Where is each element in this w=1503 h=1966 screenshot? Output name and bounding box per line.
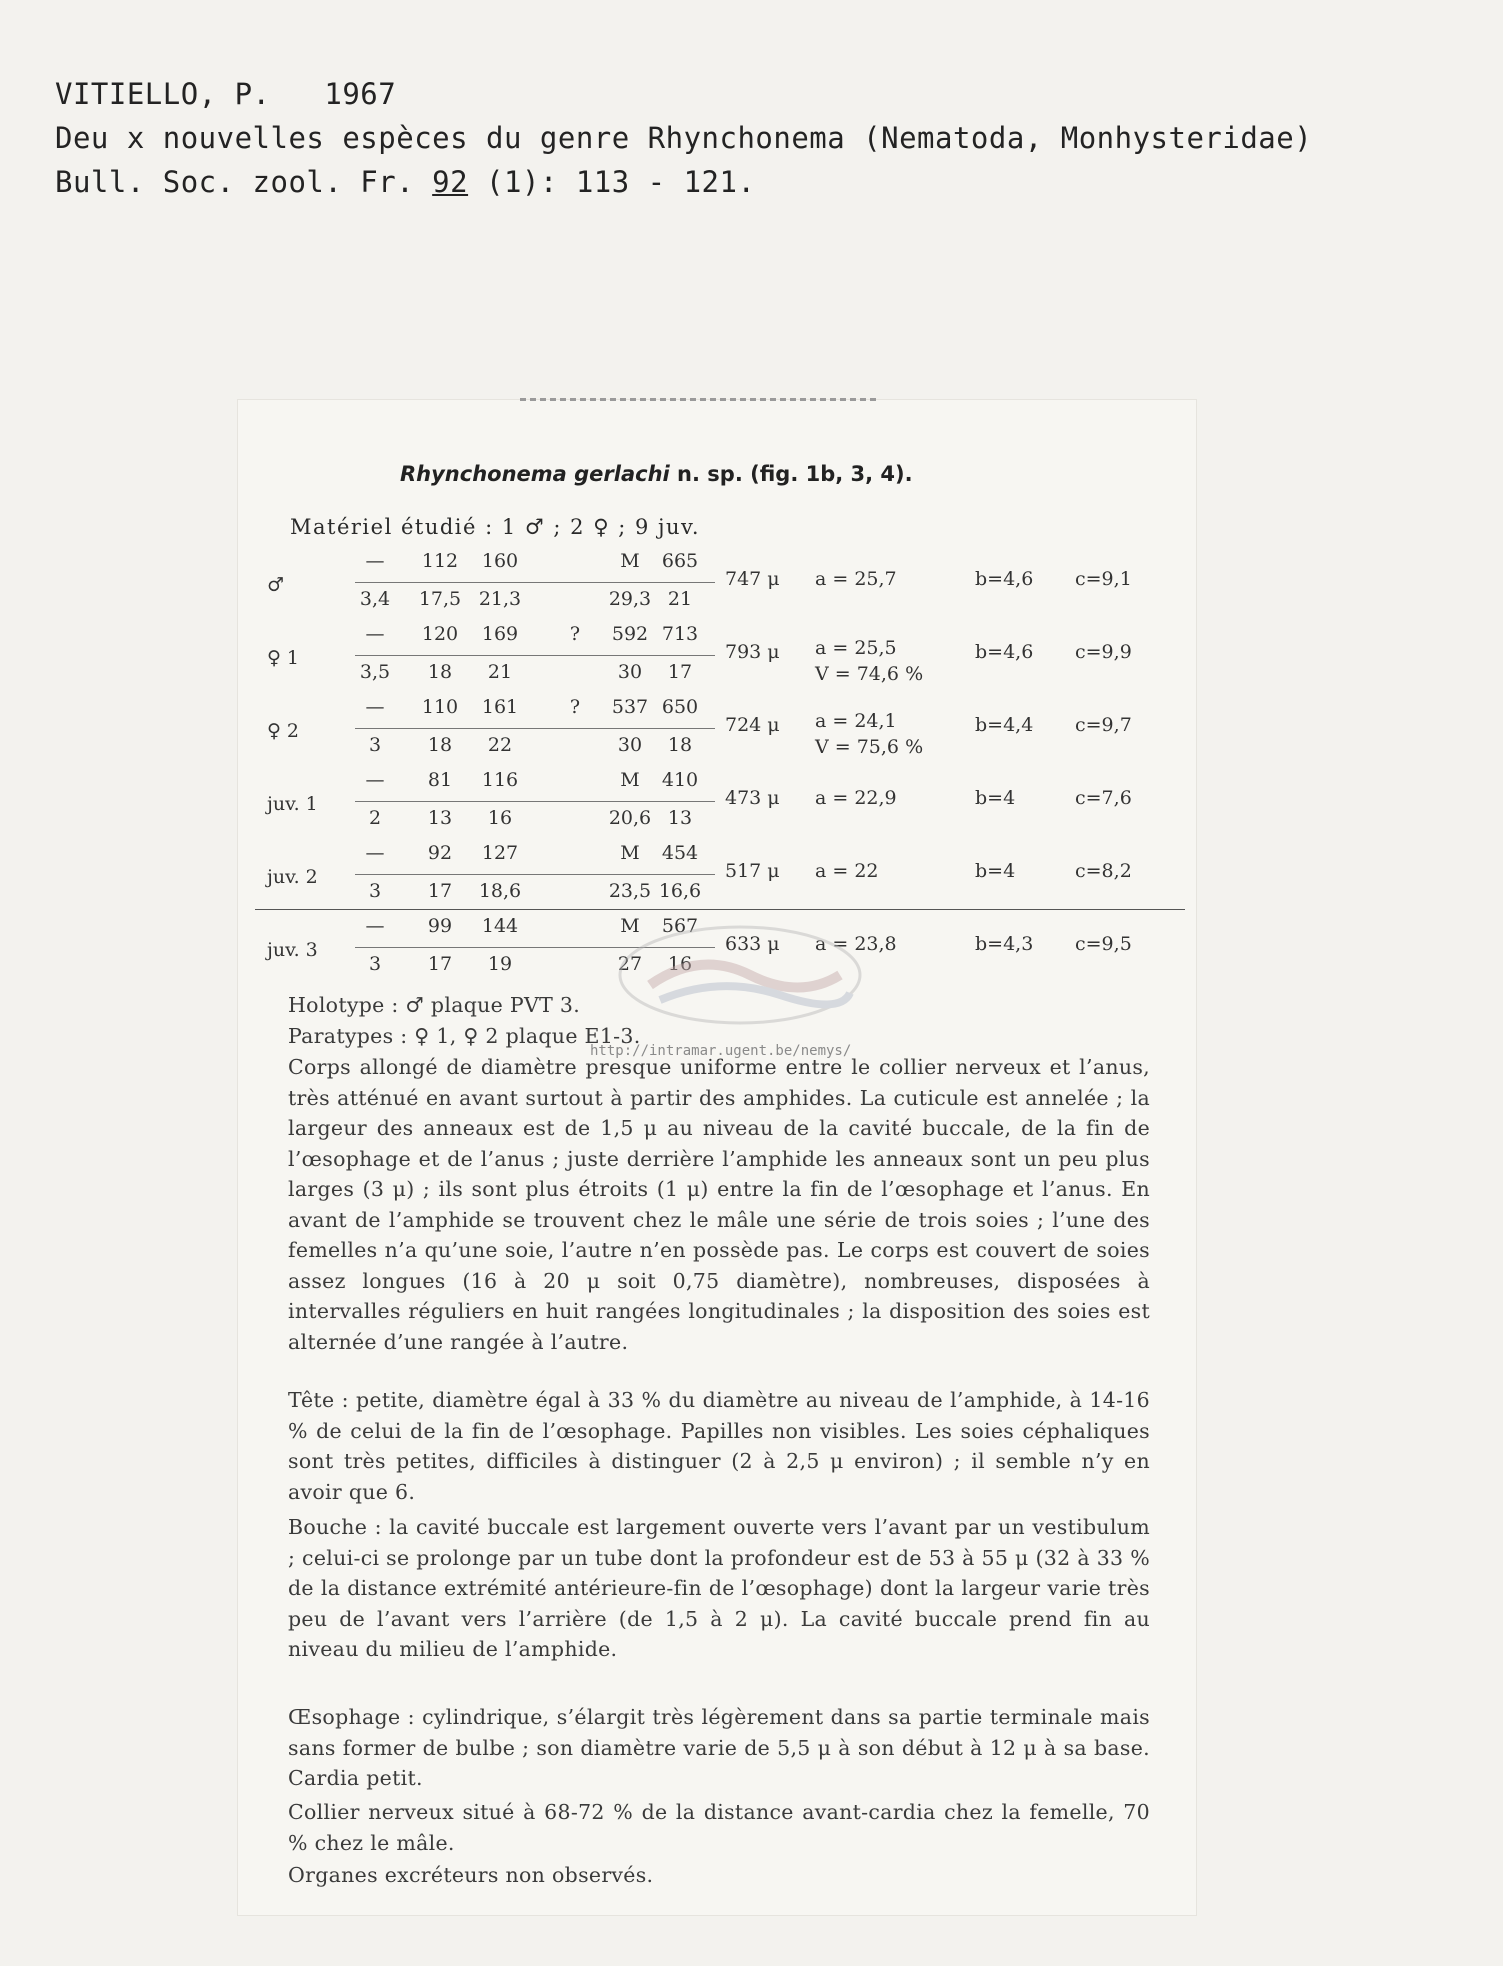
measurement-row <box>255 623 1185 697</box>
de-man-bottom-row <box>345 807 975 837</box>
ratio-b: b=4 <box>975 860 1016 882</box>
formula-value: M <box>620 769 640 791</box>
formula-value: 160 <box>481 550 519 572</box>
watermark-url: http://intramar.ugent.be/nemys/ <box>590 1043 852 1059</box>
total-length: 473 μ <box>725 787 780 809</box>
total-length: 747 μ <box>725 568 780 590</box>
formula-value: — <box>365 842 385 864</box>
ratio-a: a = 23,8 <box>815 933 897 955</box>
paragraph-bouche: Bouche : la cavité buccale est largement ouverte vers l’avant par un vestibulum ; celui-ci se prolonge par un tube dont la profondeur est de 53 à 55 μ (32 à 33 % de la distance extrémité antérieure-fin de l’œsophage) dont la largeur varie très peu de l’avant vers l’arrière (de 1,5 à 2 μ). La cavité buccale prend fin au niveau du milieu de l’amphide. <box>288 1515 1150 1661</box>
formula-value: M <box>620 842 640 864</box>
ratio-a: a = 25,5 <box>815 637 897 659</box>
formula-value: 169 <box>481 623 519 645</box>
paragraph-corps: Corps allongé de diamètre presque uniforme entre le collier nerveux et l’anus, très atténué en avant surtout à partir des amphides. La cuticule est annelée ; la largeur des anneaux est de 1,5 μ au niveau de la cavité buccale, de la fin de l’œsophage et de l’anus ; juste derrière l’amphide les anneaux sont un peu plus larges (3 μ) ; ils sont plus étroits (1 μ) entre la fin de l’œsophage et l’anus. En avant de l’amphide se trouvent chez le mâle une série de trois soies ; l’une des femelles n’a qu’une soie, l’autre n’en possède pas. Le corps est couvert de soies assez longues (16 à 20 μ soit 0,75 diamètre), nombreuses, disposées à intervalles réguliers en huit rangées longitudinales ; la disposition des soies est alternée d’une rangée à l’autre. <box>288 1055 1150 1354</box>
total-length: 793 μ <box>725 641 780 663</box>
total-length: 724 μ <box>725 714 780 736</box>
ratio-c: c=9,9 <box>1075 641 1132 663</box>
formula-rule <box>355 582 715 583</box>
formula-value: 20,6 <box>608 807 652 829</box>
formula-value: 27 <box>617 953 643 975</box>
formula-value: 17,5 <box>418 588 462 610</box>
formula-value: 92 <box>427 842 453 864</box>
formula-value: 3 <box>368 734 382 756</box>
formula-value: 665 <box>661 550 699 572</box>
formula-value: 127 <box>481 842 519 864</box>
citation-title: Deu x nouvelles espèces du genre Rhynchonema (Nematoda, Monhysteridae) <box>55 121 1313 155</box>
formula-value: 13 <box>667 807 693 829</box>
formula-value: — <box>365 696 385 718</box>
formula-value: 3,4 <box>359 588 391 610</box>
formula-value: 81 <box>427 769 453 791</box>
formula-value: 21 <box>667 588 693 610</box>
formula-value: 17 <box>667 661 693 683</box>
formula-value: 161 <box>481 696 519 718</box>
formula-value: M <box>620 915 640 937</box>
ratio-a: a = 22,9 <box>815 787 897 809</box>
total-length: 633 μ <box>725 933 780 955</box>
formula-value: 17 <box>427 880 453 902</box>
ratio-a: a = 24,1 <box>815 710 897 732</box>
citation-author-year: VITIELLO, P. 1967 <box>55 77 397 111</box>
ratio-b: b=4,3 <box>975 933 1034 955</box>
formula-value: 110 <box>421 696 459 718</box>
formula-value: 13 <box>427 807 453 829</box>
formula-value: ? <box>569 696 581 718</box>
ratio-v: V = 75,6 % <box>815 736 924 758</box>
ratio-a: a = 25,7 <box>815 568 897 590</box>
specimen-label: ♀ 1 <box>267 647 300 669</box>
paragraph-tete: Tête : petite, diamètre égal à 33 % du diamètre au niveau de l’amphide, à 14-16 % de celui de la fin de l’œsophage. Papilles non visibles. Les soies céphaliques sont très petites, difficiles à distinguer (2 à 2,5 μ environ) ; il semble n’y en avoir que 6. <box>288 1388 1150 1504</box>
formula-value: 29,3 <box>608 588 652 610</box>
formula-value: 99 <box>427 915 453 937</box>
measurement-row <box>255 696 1185 770</box>
formula-value: 537 <box>611 696 649 718</box>
formula-value: 144 <box>481 915 519 937</box>
citation-header <box>55 72 1312 204</box>
ratio-c: c=9,7 <box>1075 714 1132 736</box>
paratypes-line: Paratypes : ♀ 1, ♀ 2 plaque E1-3. <box>288 1023 641 1048</box>
formula-value: 17 <box>427 953 453 975</box>
formula-value: M <box>620 550 640 572</box>
formula-value: 713 <box>661 623 699 645</box>
formula-value: 454 <box>661 842 699 864</box>
measurement-row <box>255 769 1185 843</box>
formula-value: 21,3 <box>478 588 522 610</box>
formula-value: 18 <box>667 734 693 756</box>
formula-value: 23,5 <box>608 880 652 902</box>
paragraph-oesophage: Œsophage : cylindrique, s’élargit très légèrement dans sa partie terminale mais sans former de bulbe ; son diamètre varie de 5,5 μ à son début à 12 μ à sa base. Cardia petit. <box>288 1705 1150 1790</box>
formula-rule <box>355 874 715 875</box>
formula-value: 112 <box>421 550 459 572</box>
ratio-v: V = 74,6 % <box>815 663 924 685</box>
formula-value: 21 <box>487 661 513 683</box>
holotype-line: Holotype : ♂ plaque PVT 3. <box>288 993 581 1017</box>
formula-value: 3,5 <box>359 661 391 683</box>
formula-value: 30 <box>617 661 643 683</box>
ratio-c: c=9,1 <box>1075 568 1132 590</box>
formula-rule <box>355 655 715 656</box>
material-studied: Matériel étudié : 1 ♂ ; 2 ♀ ; 9 juv. <box>290 515 701 539</box>
formula-value: 592 <box>611 623 649 645</box>
ratio-c: c=8,2 <box>1075 860 1132 882</box>
formula-rule <box>355 801 715 802</box>
specimen-label: juv. 1 <box>267 793 318 815</box>
citation-journal: Bull. Soc. zool. Fr. 92 (1): 113 - 121. <box>55 165 756 199</box>
total-length: 517 μ <box>725 860 780 882</box>
ratio-b: b=4,4 <box>975 714 1034 736</box>
formula-value: 16,6 <box>658 880 702 902</box>
ratio-a: a = 22 <box>815 860 879 882</box>
specimen-label: juv. 3 <box>267 939 318 961</box>
formula-value: 30 <box>617 734 643 756</box>
specimen-label: ♀ 2 <box>267 720 300 742</box>
formula-value: — <box>365 550 385 572</box>
formula-value: — <box>365 623 385 645</box>
paragraph-organes: Organes excréteurs non observés. <box>288 1863 654 1887</box>
formula-value: 18 <box>427 734 453 756</box>
formula-value: 18 <box>427 661 453 683</box>
paragraph-collier: Collier nerveux situé à 68-72 % de la distance avant-cardia chez la femelle, 70 % chez le mâle. <box>288 1800 1150 1855</box>
formula-rule <box>355 728 715 729</box>
formula-value: ? <box>569 623 581 645</box>
formula-value: 650 <box>661 696 699 718</box>
formula-value: — <box>365 915 385 937</box>
watermark-stamp <box>590 905 890 1035</box>
formula-value: 120 <box>421 623 459 645</box>
formula-value: 16 <box>667 953 693 975</box>
page-top-rule <box>520 398 880 401</box>
specimen-label: ♂ <box>267 574 285 596</box>
ratio-b: b=4 <box>975 787 1016 809</box>
formula-value: 19 <box>487 953 513 975</box>
formula-value: 3 <box>368 953 382 975</box>
ratio-c: c=7,6 <box>1075 787 1132 809</box>
ratio-b: b=4,6 <box>975 641 1034 663</box>
measurement-row <box>255 550 1185 624</box>
species-heading: Rhynchonema gerlachi n. sp. (fig. 1b, 3, 4). <box>400 462 913 486</box>
formula-value: 3 <box>368 880 382 902</box>
formula-value: 567 <box>661 915 699 937</box>
formula-value: 18,6 <box>478 880 522 902</box>
formula-value: 16 <box>487 807 513 829</box>
specimen-label: juv. 2 <box>267 866 318 888</box>
citation-volume: 92 <box>432 165 469 199</box>
ratio-c: c=9,5 <box>1075 933 1132 955</box>
de-man-bottom-row <box>345 588 975 618</box>
formula-value: 22 <box>487 734 513 756</box>
ratio-b: b=4,6 <box>975 568 1034 590</box>
formula-value: — <box>365 769 385 791</box>
formula-value: 116 <box>481 769 519 791</box>
formula-value: 410 <box>661 769 699 791</box>
formula-value: 2 <box>368 807 382 829</box>
